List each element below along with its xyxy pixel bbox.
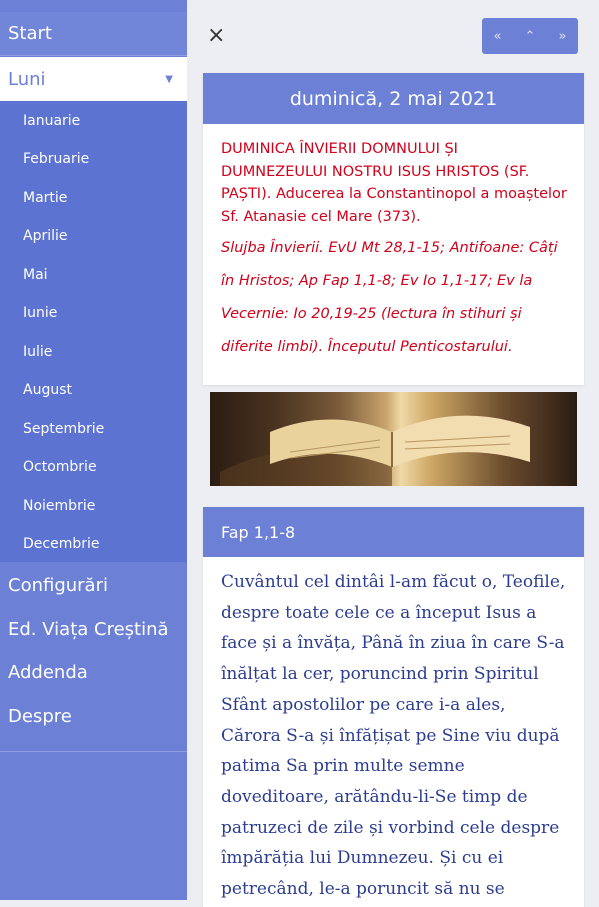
saint-of-day: DUMINICA ÎNVIERII DOMNULUI ȘI DUMNEZEULUI NOSTRU ISUS HRISTOS (SF. PAȘTI). Aducerea la Constantinopol a moaștelor Sf. Atanasie cel Mare (373).: [221, 141, 567, 225]
sidebar-item-label: Configurări: [8, 574, 108, 596]
sidebar-item-luni[interactable]: [0, 57, 187, 101]
month-septembrie[interactable]: Septembrie: [23, 421, 105, 437]
close-icon[interactable]: ×: [207, 23, 226, 48]
months-submenu: [0, 101, 187, 562]
sidebar-item-addenda[interactable]: [0, 652, 187, 692]
sidebar-item-label: Luni: [8, 68, 46, 90]
sidebar-item-label: Despre: [8, 705, 72, 727]
month-octombrie[interactable]: Octombrie: [23, 459, 97, 475]
month-martie[interactable]: Martie: [23, 190, 68, 206]
sidebar-item-despre[interactable]: [0, 696, 187, 736]
prev-day-icon[interactable]: «: [493, 28, 502, 44]
sidebar-divider: [0, 751, 187, 752]
sidebar-item-viata-crestina[interactable]: [0, 609, 187, 649]
month-mai[interactable]: Mai: [23, 267, 48, 283]
next-day-icon[interactable]: »: [558, 28, 567, 44]
up-icon[interactable]: ⌃: [524, 28, 536, 44]
month-aprilie[interactable]: Aprilie: [23, 228, 68, 244]
reading-reference: Fap 1,1-8: [203, 507, 584, 557]
month-februarie[interactable]: Februarie: [23, 151, 90, 167]
month-iulie[interactable]: Iulie: [23, 344, 53, 360]
reading-card: [203, 507, 584, 907]
sidebar-item-label: Start: [8, 23, 52, 44]
day-date: duminică, 2 mai 2021: [203, 73, 584, 124]
sidebar: [0, 0, 187, 900]
month-august[interactable]: August: [23, 382, 72, 398]
navigation-buttons: [482, 18, 578, 54]
reading-text: Cuvântul cel dintâi l-am făcut o, Teofile, despre toate cele ce a început Isus a face și a învăța, Până în ziua în care S-a înălțat la cer, poruncind prin Spiritul Sfânt apostolilor pe care i-a ales, Cărora S-a și înfățișat pe Sine viu după patima Sa prin multe semne doveditoare, arătându-li-Se timp de patruzeci de zile și vorbind cele despre împărăția lui Dumnezeu. Și cu ei petrecând, le-a poruncit să nu se: [221, 572, 566, 900]
month-decembrie[interactable]: Decembrie: [23, 536, 100, 552]
open-book-image: [210, 392, 577, 486]
sidebar-item-label: Addenda: [8, 661, 88, 683]
month-ianuarie[interactable]: Ianuarie: [23, 113, 81, 129]
month-iunie[interactable]: Iunie: [23, 305, 58, 321]
sidebar-item-label: Ed. Viața Creștină: [8, 618, 169, 640]
day-card: [203, 73, 584, 385]
readings-list: Slujba Învierii. EvU Mt 28,1-15; Antifoane: Câți în Hristos; Ap Fap 1,1-8; Ev Io 1,1-17; Ev la Vecernie: Io 20,19-25 (lectura în stihuri și diferite limbi). Începutul Penticostarului.: [221, 240, 558, 355]
chevron-down-icon: ▼: [165, 73, 173, 85]
sidebar-item-start[interactable]: [0, 12, 187, 56]
main-content: [187, 0, 599, 900]
month-noiembrie[interactable]: Noiembrie: [23, 498, 96, 514]
sidebar-item-configurari[interactable]: [0, 565, 187, 605]
